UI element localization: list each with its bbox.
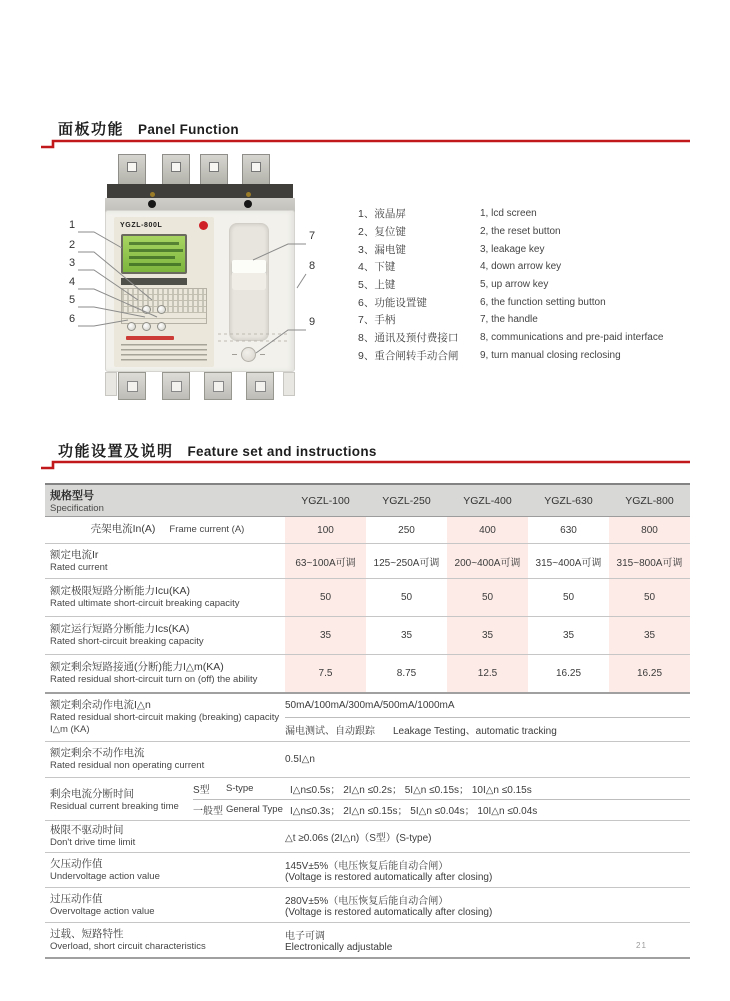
- table-row: [45, 821, 690, 853]
- row-label-en: Undervoltage action value: [50, 870, 160, 882]
- row-label-zh: 壳架电流In(A): [90, 523, 156, 536]
- legend-zh: 3、漏电键: [358, 243, 406, 256]
- table-row: [45, 655, 690, 694]
- row-label-zh: 额定剩余不动作电流: [50, 747, 145, 759]
- value-cell: 50: [609, 579, 690, 616]
- legend-zh: 4、下键: [358, 261, 396, 274]
- value-cell: 50: [285, 579, 366, 616]
- legend-item: [358, 293, 688, 311]
- row-label-zh: 过载、短路特性: [50, 927, 124, 940]
- legend-zh: 5、上键: [358, 279, 396, 292]
- value-cell: 35: [400, 630, 413, 641]
- row-label-en: Rated residual non operating current: [50, 760, 205, 772]
- value-cell: 250: [398, 524, 415, 536]
- value-text-zh: 漏电测试、自动跟踪: [285, 726, 375, 737]
- callout-1: 1: [69, 219, 76, 231]
- type-en: S-type: [226, 782, 254, 794]
- row-label-en: Overload, short circuit characteristics: [50, 940, 206, 952]
- table-row: [45, 778, 690, 821]
- table-row: [45, 517, 690, 544]
- value-cell: 35: [562, 630, 575, 641]
- value-cell: 315~400A可调: [535, 557, 602, 569]
- value-text-zh: 电子可调: [285, 931, 325, 942]
- legend-item: [358, 223, 688, 241]
- device-model-label: YGZL-800L: [120, 222, 163, 229]
- row-label-en: Rated current: [50, 561, 108, 573]
- callout-3: 3: [69, 257, 76, 269]
- row-label-zh: 额定剩余动作电流I△n: [50, 699, 151, 712]
- value-text: 0.5I△n: [285, 754, 315, 765]
- type-zh: 一般型: [193, 806, 223, 818]
- legend-en: 5, up arrow key: [480, 279, 549, 291]
- legend-zh: 9、重合闸转手动合闸: [358, 349, 459, 362]
- row-label: [45, 821, 285, 852]
- row-label: [45, 742, 285, 777]
- row-label-zh: 额定运行短路分断能力Ics(KA): [50, 623, 190, 635]
- value-text: I△n≤0.5s； 2I△n ≤0.2s； 5I△n ≤0.15s； 10I△n ≤0.15s: [290, 784, 532, 796]
- legend-zh: 7、手柄: [358, 314, 396, 327]
- value-line: [285, 694, 690, 718]
- callout-lines: [50, 148, 342, 440]
- row-label: [45, 655, 285, 692]
- value-cell: 100: [285, 517, 366, 543]
- spec-label-en: Specification: [50, 503, 104, 514]
- callout-9: 9: [309, 316, 316, 328]
- breaking-time-sub-table: [193, 778, 690, 820]
- table-row: [45, 853, 690, 888]
- table-header-row: [45, 483, 690, 517]
- feature-title-en: Feature set and instructions: [187, 444, 377, 459]
- value-cell: 800: [609, 517, 690, 543]
- row-label-en: Don't drive time limit: [50, 837, 136, 849]
- callout-6: 6: [69, 313, 76, 325]
- model-header: YGZL-400: [463, 494, 512, 507]
- legend-en: 3, leakage key: [480, 243, 545, 255]
- row-label-zh: 欠压动作值: [50, 857, 103, 870]
- value-span: [285, 821, 690, 852]
- row-label-en: Residual current breaking time: [50, 801, 179, 812]
- row-label-en: Rated short-circuit breaking capacity: [50, 636, 204, 648]
- table-row: [45, 888, 690, 923]
- value-cell: 125~250A可调: [373, 557, 440, 569]
- model-header: YGZL-250: [382, 494, 431, 507]
- value-text-zh: 280V±5%（电压恢复后能自动合闸）: [285, 896, 449, 907]
- row-label: [45, 517, 285, 543]
- value-cell: 315~800A可调: [609, 544, 690, 578]
- row-label-zh: 过压动作值: [50, 892, 103, 905]
- row-label-zh: 额定电流Ir: [50, 548, 99, 561]
- sub-row: [193, 800, 690, 821]
- value-text: △t ≥0.06s (2I△n)（S型）(S-type): [285, 833, 432, 844]
- value-text: 50mA/100mA/300mA/500mA/1000mA: [285, 700, 455, 711]
- legend-item: [358, 205, 688, 223]
- table-row: [45, 579, 690, 617]
- value-text: I△n≤0.3s； 2I△n ≤0.15s； 5I△n ≤0.04s； 10I△n ≤0.04s: [290, 806, 538, 818]
- red-underline: [38, 450, 693, 474]
- callout-7: 7: [309, 230, 316, 242]
- spec-table: [45, 483, 690, 959]
- legend-en: 4, down arrow key: [480, 261, 562, 273]
- row-label: [45, 694, 285, 741]
- value-cell: 63~100A可调: [285, 544, 366, 578]
- value-cell: 400: [447, 517, 528, 543]
- row-label-en: Overvoltage action value: [50, 905, 155, 917]
- row-label-zh: 额定极限短路分断能力Icu(KA): [50, 585, 191, 597]
- sub-row: [193, 778, 690, 800]
- legend-zh: 8、通讯及预付费接口: [358, 332, 459, 345]
- value-cell: 16.25: [609, 655, 690, 692]
- row-label: [45, 888, 285, 922]
- legend-en: 9, turn manual closing reclosing: [480, 349, 621, 361]
- table-row: [45, 617, 690, 655]
- callout-4: 4: [69, 276, 76, 288]
- value-cell: 630: [560, 524, 577, 536]
- legend-zh: 2、复位键: [358, 226, 406, 239]
- legend-zh: 1、液晶屏: [358, 208, 406, 221]
- panel-legend: [358, 205, 688, 364]
- value-cell: 50: [400, 592, 413, 603]
- feature-title-zh: 功能设置及说明: [58, 443, 174, 460]
- breaker-photo: [50, 148, 342, 440]
- callout-2: 2: [69, 239, 76, 251]
- model-header: YGZL-800: [625, 494, 674, 507]
- value-cell: 35: [285, 617, 366, 654]
- value-span: [285, 888, 690, 922]
- spec-label-zh: 规格型号: [50, 490, 94, 502]
- table-row: [45, 742, 690, 778]
- legend-item: [358, 347, 688, 365]
- spec-header-cell: [45, 487, 285, 514]
- legend-en: 7, the handle: [480, 314, 538, 326]
- value-cell: 16.25: [555, 668, 582, 679]
- legend-en: 1, lcd screen: [480, 208, 537, 220]
- row-label-zh: 额定剩余短路接通(分断)能力I△m(KA): [50, 661, 224, 673]
- model-header: YGZL-630: [544, 494, 593, 507]
- legend-item: [358, 311, 688, 329]
- panel-function-title-zh: 面板功能: [58, 121, 125, 138]
- value-span: [285, 694, 690, 741]
- row-label-zh: 剩余电流分断时间: [50, 788, 134, 800]
- legend-en: 8, communications and pre-paid interface: [480, 332, 664, 344]
- type-en: General Type: [226, 804, 283, 816]
- value-cell: 50: [562, 592, 575, 603]
- legend-en: 6, the function setting button: [480, 296, 606, 308]
- value-cell: 7.5: [285, 655, 366, 692]
- value-cell: 200~400A可调: [447, 544, 528, 578]
- legend-zh: 6、功能设置键: [358, 296, 427, 309]
- row-label-en: Rated ultimate short-circuit breaking capacity: [50, 598, 240, 610]
- table-row: [45, 923, 690, 959]
- callout-5: 5: [69, 294, 76, 306]
- legend-item: [358, 240, 688, 258]
- legend-item: [358, 276, 688, 294]
- legend-item: [358, 329, 688, 347]
- value-cell: 35: [609, 617, 690, 654]
- value-line: [285, 718, 690, 741]
- value-span: [285, 923, 690, 957]
- value-span: [285, 853, 690, 887]
- row-label: [45, 544, 285, 578]
- table-row: [45, 544, 690, 579]
- row-label-en: Frame current (A): [169, 524, 245, 536]
- model-header: YGZL-100: [301, 494, 350, 507]
- row-label-en: Rated residual short-circuit turn on (off) the ability: [50, 674, 258, 686]
- legend-en: 2, the reset button: [480, 226, 561, 238]
- value-cell: 12.5: [447, 655, 528, 692]
- row-label-zh: 极限不驱动时间: [50, 824, 124, 836]
- row-label: [45, 923, 285, 957]
- row-label: [45, 853, 285, 887]
- value-text-en: Electronically adjustable: [285, 942, 393, 953]
- row-label-en: Rated residual short-circuit making (breaking) capacity I△m (KA): [50, 712, 280, 736]
- value-text-en: (Voltage is restored automatically after closing): [285, 907, 493, 918]
- row-label: [45, 617, 285, 654]
- row-label: [45, 778, 193, 820]
- panel-function-title-en: Panel Function: [138, 122, 239, 137]
- callout-8: 8: [309, 260, 316, 272]
- value-text-zh: 145V±5%（电压恢复后能自动合闸）: [285, 861, 449, 872]
- value-cell: 8.75: [396, 668, 417, 679]
- row-label: [45, 579, 285, 616]
- value-span: [285, 742, 690, 777]
- value-text-en: Leakage Testing、automatic tracking: [393, 726, 557, 737]
- page-number: 21: [636, 941, 647, 950]
- legend-item: [358, 258, 688, 276]
- value-text-en: (Voltage is restored automatically after closing): [285, 872, 493, 883]
- value-cell: 50: [447, 579, 528, 616]
- type-zh: S型: [193, 784, 210, 796]
- table-row: [45, 694, 690, 742]
- value-cell: 35: [447, 617, 528, 654]
